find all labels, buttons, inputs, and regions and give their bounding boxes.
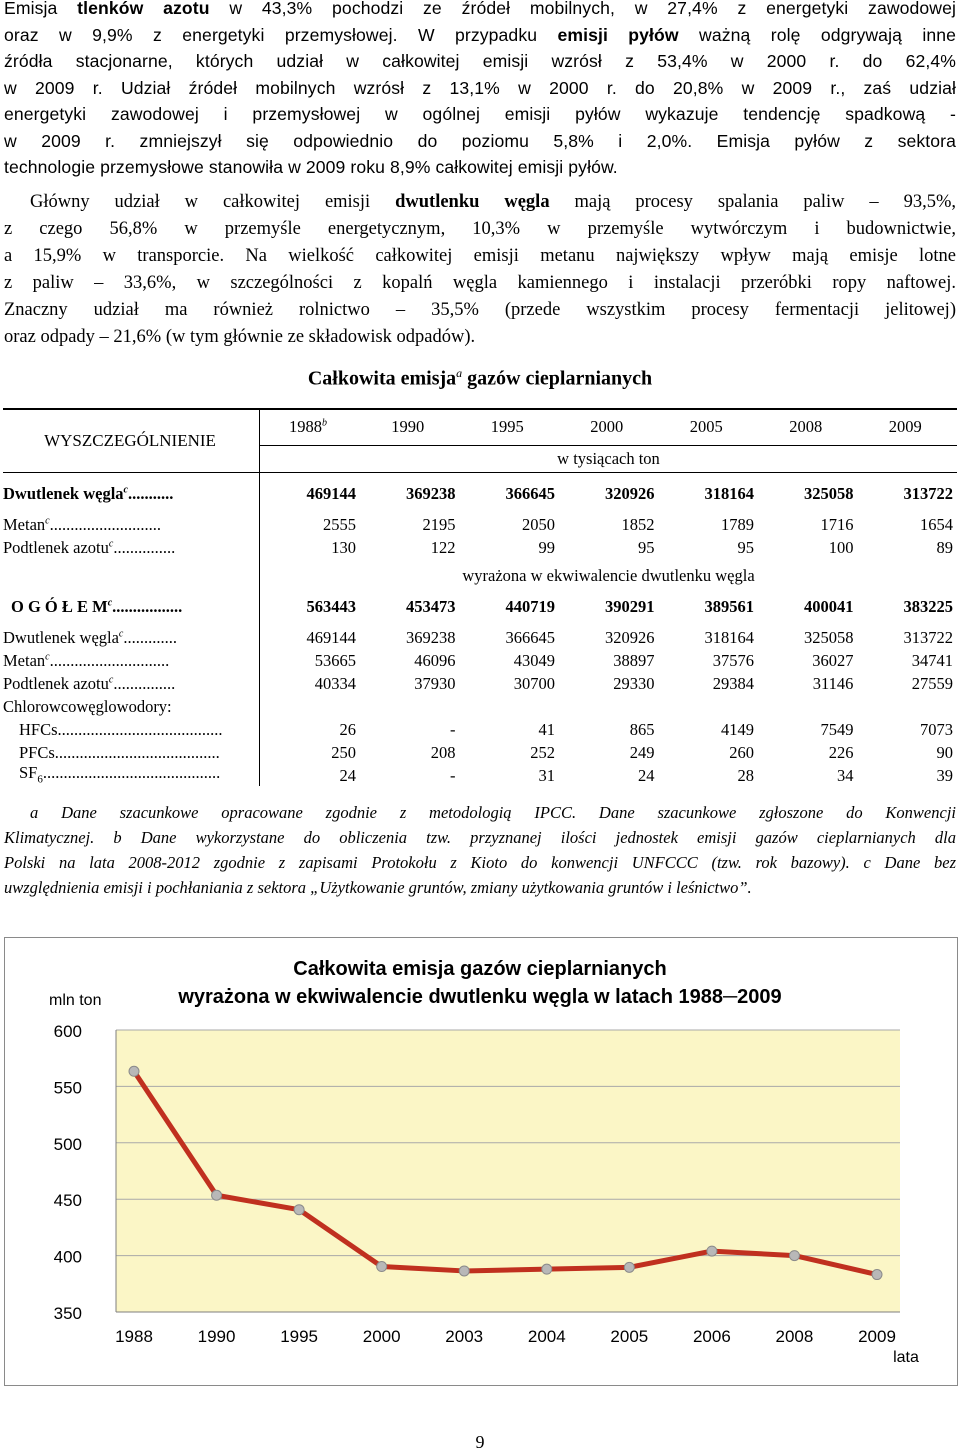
unit-thousand-tons: w tysiącach ton bbox=[260, 445, 958, 472]
x-tick-label: 1995 bbox=[280, 1327, 319, 1346]
chart-subtitle: wyrażona w ekwiwalencie dwutlenku węgla w latach 1988─2009 bbox=[178, 986, 782, 1008]
y-axis-label: mln ton bbox=[49, 992, 102, 1009]
y-tick-label: 500 bbox=[53, 1134, 82, 1154]
table-row-total: O G Ó Ł E $M^c$................. 563443 453473 440719 390291 389561 400041 383225 bbox=[3, 594, 957, 617]
x-axis-label: lata bbox=[893, 1349, 919, 1366]
chart-title: Całkowita emisja gazów cieplarnianych wyrażona w ekwiwalencie dwutlenku węgla w latach 1988─2009 bbox=[0, 955, 960, 1011]
emissions-table bbox=[3, 408, 957, 786]
table-title: Całkowita emisja$^a$ gazów cieplarnianych bbox=[307, 366, 653, 390]
col-1988: 1988$^b$ bbox=[288, 417, 327, 437]
y-tick-label: 450 bbox=[53, 1191, 82, 1211]
table-row: Podtlenek azotu$^c$............... 40334 37930 30700 29330 29384 31146 27559 bbox=[3, 671, 957, 694]
x-tick-label: 2006 bbox=[692, 1327, 731, 1346]
table-row: HFCs........................................ 26 - 41 865 4149 7549 7073 bbox=[3, 717, 957, 740]
x-tick-label: 1990 bbox=[197, 1327, 236, 1346]
term-nitrogen-oxides: tlenków azotu bbox=[77, 0, 210, 18]
unit-co2-equivalent: wyrażona w ekwiwalencie dwutlenku węgla bbox=[462, 565, 755, 585]
col-2005: 2005 bbox=[689, 417, 723, 437]
page-number: 9 bbox=[475, 1432, 485, 1452]
table-row: $SF_6$........................................... 24 - 31 24 28 34 39 bbox=[3, 763, 957, 786]
y-tick-label: 600 bbox=[53, 1022, 82, 1041]
x-tick-label: 2000 bbox=[362, 1327, 401, 1346]
x-tick-label: 1988 bbox=[115, 1327, 153, 1346]
x-tick-label: 2005 bbox=[610, 1327, 649, 1346]
term-carbon-dioxide: dwutlenku węgla bbox=[395, 192, 550, 212]
header-label: WYSZCZEGÓLNIENIE bbox=[3, 409, 260, 472]
paragraph-nox-dust: Emisja tlenków azotu w 43,3% pochodzi ze źródeł mobilnych, w 27,4% z energetyki zawodowej oraz w 9,9% z energetyki przemysłowej. W przypadku emisji pyłów ważną rolę odgrywają inne źródła stacjonarne, których udział w całkowitej emisji wzrósł z 53,4% w 2000 r. do 62,4% w 2009 r. Udział źródeł mobilnych wzrósł z 13,1% w 2000 r. do 20,8% w 2009 r., zaś udział energetyki zawodowej i przemysłowej w ogólnej emisji pyłów wykazuje tendencję spadkową - w 2009 r. zmniejszył się odpowiednio do poziomu 5,8% i 2,0%. Emisja pyłów z sektora technologie przemysłowe stanowiła w 2009 roku 8,9% całkowitej emisji pyłów. bbox=[4, 0, 956, 177]
table-row: Metan$^c$........................... 2555 2195 2050 1852 1789 1716 1654 bbox=[3, 512, 957, 535]
table-row: Dwutlenek węgla$^c$........... 469144 369238 366645 320926 318164 325058 313722 bbox=[3, 481, 957, 504]
col-1995: 1995 bbox=[490, 417, 524, 437]
x-tick-label: 2009 bbox=[858, 1327, 896, 1346]
table-row: Podtlenek azotu$^c$............... 130 122 99 95 95 100 89 bbox=[3, 535, 957, 558]
chloro-label: Chlorowcowęglowodory: bbox=[3, 694, 260, 717]
y-tick-label: 350 bbox=[53, 1304, 82, 1323]
y-tick-label: 400 bbox=[53, 1247, 82, 1267]
table-row: Metan$^c$............................. 53665 46096 43049 38897 37576 36027 34741 bbox=[3, 648, 957, 671]
table-footnote: a Dane szacunkowe opracowane zgodnie z metodologią IPCC. Dane szacunkowe zgłoszone do Konwencji Klimatycznej. b Dane wykorzystane do obliczenia tzw. przyznanej ilości jednostek emisji gazów cieplarnianych dla Polski na lata 2008-2012 zgodnie z zapisami Protokołu z Kioto do konwencji UNFCCC (tzw. rok bazowy). c Dane bez uwzględnienia emisji i pochłaniania z sektora „Użytkowanie gruntów, zmiany użytkowania gruntów i leśnictwo”. bbox=[4, 803, 956, 897]
col-2009: 2009 bbox=[888, 417, 922, 437]
table-row: PFCs........................................ 250 208 252 249 260 226 90 bbox=[3, 740, 957, 763]
col-1990: 1990 bbox=[391, 417, 425, 437]
x-tick-label: 2004 bbox=[527, 1327, 566, 1346]
x-tick-label: 2003 bbox=[445, 1327, 484, 1346]
col-2000: 2000 bbox=[590, 417, 624, 437]
term-dust-emissions: emisji pyłów bbox=[557, 24, 679, 45]
table-row: Dwutlenek węgla$^c$............. 469144 369238 366645 320926 318164 325058 313722 bbox=[3, 625, 957, 648]
y-tick-label: 550 bbox=[53, 1078, 82, 1098]
x-tick-label: 2008 bbox=[775, 1327, 814, 1346]
col-2008: 2008 bbox=[789, 417, 823, 437]
paragraph-co2-methane: Główny udział w całkowitej emisji dwutlenku węgla mają procesy spalania paliw – 93,5%, z czego 56,8% w przemyśle energetycznym, 10,3% w przemyśle wytwórczym i budownictwie, a 15,9% w transporcie. Na wielkość całkowitej emisji metanu największy wpływ mają emisje lotne z paliw – 33,6%, w szczególności z kopalń węgla kamiennego i instalacji przeróbki ropy naftowej. Znaczny udział ma również rolnictwo – 35,5% (przede wszystkim procesy fermentacji jelitowej) oraz odpady – 21,6% (w tym głównie ze składowisk odpadów). bbox=[4, 192, 957, 347]
table-row bbox=[3, 694, 957, 717]
